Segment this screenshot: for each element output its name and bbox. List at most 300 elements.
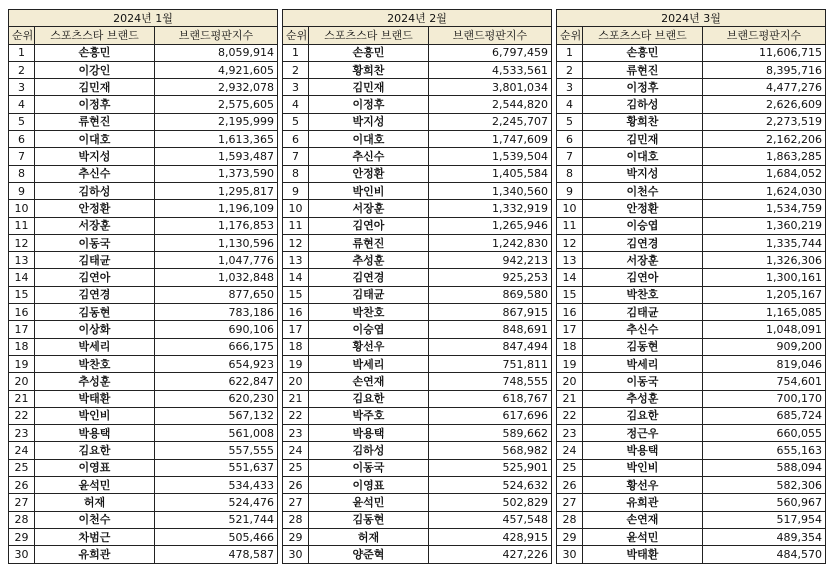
- score-cell: 620,230: [155, 390, 278, 407]
- score-header: 브랜드평판지수: [703, 27, 826, 44]
- table-row: [9, 338, 278, 355]
- brand-name-cell: 김동현: [583, 338, 703, 355]
- table-row: [557, 528, 826, 545]
- rank-header: 순위: [9, 27, 35, 44]
- table-row: [557, 217, 826, 234]
- rank-cell: 7: [283, 148, 309, 165]
- score-cell: 754,601: [703, 373, 826, 390]
- score-cell: 909,200: [703, 338, 826, 355]
- score-cell: 748,555: [429, 373, 552, 390]
- score-cell: 524,632: [429, 477, 552, 494]
- score-cell: 942,213: [429, 252, 552, 269]
- table-row: [9, 113, 278, 130]
- table-row: [283, 96, 552, 113]
- score-cell: 560,967: [703, 494, 826, 511]
- table-row: [283, 304, 552, 321]
- brand-name-cell: 추신수: [309, 148, 429, 165]
- score-cell: 1,165,085: [703, 304, 826, 321]
- score-cell: 428,915: [429, 528, 552, 545]
- table-row: [283, 528, 552, 545]
- score-cell: 1,360,219: [703, 217, 826, 234]
- brand-name-cell: 김연경: [309, 269, 429, 286]
- score-cell: 1,593,487: [155, 148, 278, 165]
- rank-cell: 13: [283, 252, 309, 269]
- score-cell: 1,326,306: [703, 252, 826, 269]
- rank-cell: 11: [283, 217, 309, 234]
- brand-name-cell: 김동현: [309, 511, 429, 528]
- ranking-tables: [8, 9, 823, 564]
- brand-name-cell: 김태균: [309, 286, 429, 303]
- table-row: [9, 148, 278, 165]
- brand-name-cell: 박세리: [583, 355, 703, 372]
- table-row: [557, 425, 826, 442]
- rank-cell: 12: [557, 234, 583, 251]
- score-cell: 666,175: [155, 338, 278, 355]
- rank-cell: 4: [283, 96, 309, 113]
- table-row: [9, 131, 278, 148]
- table-row: [557, 390, 826, 407]
- table-row: [283, 425, 552, 442]
- rank-cell: 29: [9, 528, 35, 545]
- rank-cell: 28: [557, 511, 583, 528]
- table-row: [283, 477, 552, 494]
- rank-cell: 9: [557, 182, 583, 199]
- brand-name-cell: 추성훈: [309, 252, 429, 269]
- brand-name-cell: 김요한: [309, 390, 429, 407]
- score-cell: 617,696: [429, 407, 552, 424]
- brand-name-cell: 박지성: [35, 148, 155, 165]
- score-header: 브랜드평판지수: [429, 27, 552, 44]
- brand-name-cell: 김태균: [583, 304, 703, 321]
- score-cell: 534,433: [155, 477, 278, 494]
- table-row: [9, 286, 278, 303]
- rank-cell: 1: [9, 44, 35, 61]
- score-cell: 427,226: [429, 546, 552, 563]
- table-row: [557, 113, 826, 130]
- rank-cell: 5: [557, 113, 583, 130]
- brand-name-cell: 박주호: [309, 407, 429, 424]
- table-row: [283, 511, 552, 528]
- table-row: [283, 182, 552, 199]
- table-row: [557, 373, 826, 390]
- table-row: [557, 321, 826, 338]
- brand-name-cell: 김연아: [35, 269, 155, 286]
- score-cell: 1,032,848: [155, 269, 278, 286]
- brand-name-cell: 서장훈: [583, 252, 703, 269]
- table-row: [557, 61, 826, 78]
- score-cell: 502,829: [429, 494, 552, 511]
- score-cell: 517,954: [703, 511, 826, 528]
- table-row: [557, 355, 826, 372]
- brand-name-cell: 양준혁: [309, 546, 429, 563]
- rank-cell: 15: [283, 286, 309, 303]
- rank-cell: 14: [557, 269, 583, 286]
- table-row: [557, 131, 826, 148]
- rank-cell: 15: [9, 286, 35, 303]
- rank-cell: 6: [9, 131, 35, 148]
- table-row: [283, 217, 552, 234]
- score-cell: 4,477,276: [703, 79, 826, 96]
- rank-cell: 22: [557, 407, 583, 424]
- score-cell: 848,691: [429, 321, 552, 338]
- table-row: [557, 407, 826, 424]
- rank-cell: 22: [283, 407, 309, 424]
- brand-name-cell: 이정후: [309, 96, 429, 113]
- table-row: [9, 79, 278, 96]
- brand-name-cell: 김동현: [35, 304, 155, 321]
- rank-cell: 5: [283, 113, 309, 130]
- table-row: [283, 79, 552, 96]
- table-row: [283, 200, 552, 217]
- brand-name-cell: 손연재: [583, 511, 703, 528]
- rank-cell: 18: [9, 338, 35, 355]
- brand-name-cell: 차범근: [35, 528, 155, 545]
- score-cell: 869,580: [429, 286, 552, 303]
- brand-name-cell: 류현진: [309, 234, 429, 251]
- rank-cell: 29: [557, 528, 583, 545]
- brand-name-cell: 손흥민: [35, 44, 155, 61]
- table-row: [557, 79, 826, 96]
- rank-cell: 25: [557, 459, 583, 476]
- table-row: [283, 252, 552, 269]
- table-row: [283, 355, 552, 372]
- brand-name-cell: 박찬호: [583, 286, 703, 303]
- score-cell: 1,295,817: [155, 182, 278, 199]
- brand-name-cell: 이대호: [583, 148, 703, 165]
- table-row: [557, 286, 826, 303]
- table-row: [9, 355, 278, 372]
- score-cell: 819,046: [703, 355, 826, 372]
- score-cell: 1,747,609: [429, 131, 552, 148]
- table-row: [9, 217, 278, 234]
- rank-cell: 10: [283, 200, 309, 217]
- brand-name-cell: 황희찬: [583, 113, 703, 130]
- table-row: [9, 425, 278, 442]
- rank-cell: 23: [9, 425, 35, 442]
- brand-name-cell: 박태환: [583, 546, 703, 563]
- brand-name-cell: 이승엽: [583, 217, 703, 234]
- rank-cell: 24: [557, 442, 583, 459]
- table-row: [9, 200, 278, 217]
- rank-cell: 12: [283, 234, 309, 251]
- table-row: [9, 390, 278, 407]
- rank-cell: 9: [9, 182, 35, 199]
- score-cell: 783,186: [155, 304, 278, 321]
- table-row: [9, 442, 278, 459]
- score-cell: 877,650: [155, 286, 278, 303]
- rank-cell: 17: [9, 321, 35, 338]
- score-cell: 1,130,596: [155, 234, 278, 251]
- brand-name-cell: 김하성: [309, 442, 429, 459]
- score-cell: 660,055: [703, 425, 826, 442]
- rank-cell: 27: [9, 494, 35, 511]
- score-cell: 1,405,584: [429, 165, 552, 182]
- score-cell: 1,196,109: [155, 200, 278, 217]
- brand-name-cell: 추신수: [35, 165, 155, 182]
- rank-cell: 5: [9, 113, 35, 130]
- brand-name-cell: 박용택: [309, 425, 429, 442]
- score-cell: 11,606,715: [703, 44, 826, 61]
- table-row: [557, 165, 826, 182]
- table-row: [557, 200, 826, 217]
- score-cell: 1,047,776: [155, 252, 278, 269]
- rank-cell: 20: [283, 373, 309, 390]
- brand-name-cell: 이천수: [583, 182, 703, 199]
- brand-name-cell: 유희관: [35, 546, 155, 563]
- score-cell: 588,094: [703, 459, 826, 476]
- rank-cell: 16: [283, 304, 309, 321]
- brand-header: 스포츠스타 브랜드: [35, 27, 155, 44]
- score-cell: 521,744: [155, 511, 278, 528]
- rank-cell: 18: [557, 338, 583, 355]
- brand-name-cell: 김연아: [583, 269, 703, 286]
- month-title: 2024년 1월: [9, 10, 278, 27]
- brand-name-cell: 박세리: [35, 338, 155, 355]
- table-row: [283, 407, 552, 424]
- table-row: [9, 182, 278, 199]
- brand-name-cell: 이강인: [35, 61, 155, 78]
- rank-cell: 11: [557, 217, 583, 234]
- brand-header: 스포츠스타 브랜드: [583, 27, 703, 44]
- brand-name-cell: 윤석민: [35, 477, 155, 494]
- score-cell: 8,395,716: [703, 61, 826, 78]
- rank-cell: 25: [9, 459, 35, 476]
- brand-name-cell: 황선우: [309, 338, 429, 355]
- brand-name-cell: 이동국: [583, 373, 703, 390]
- rank-cell: 27: [283, 494, 309, 511]
- table-row: [557, 442, 826, 459]
- rank-cell: 13: [557, 252, 583, 269]
- table-row: [9, 528, 278, 545]
- table-row: [557, 338, 826, 355]
- rank-cell: 1: [283, 44, 309, 61]
- score-cell: 2,544,820: [429, 96, 552, 113]
- rank-cell: 28: [283, 511, 309, 528]
- score-cell: 618,767: [429, 390, 552, 407]
- table-row: [9, 546, 278, 563]
- score-cell: 2,195,999: [155, 113, 278, 130]
- table-row: [9, 459, 278, 476]
- brand-name-cell: 김요한: [35, 442, 155, 459]
- rank-cell: 14: [283, 269, 309, 286]
- score-cell: 1,534,759: [703, 200, 826, 217]
- rank-cell: 4: [9, 96, 35, 113]
- score-cell: 1,539,504: [429, 148, 552, 165]
- table-row: [9, 373, 278, 390]
- table-row: [283, 494, 552, 511]
- brand-name-cell: 박인비: [583, 459, 703, 476]
- score-cell: 1,613,365: [155, 131, 278, 148]
- rank-cell: 24: [283, 442, 309, 459]
- rank-cell: 3: [9, 79, 35, 96]
- score-cell: 6,797,459: [429, 44, 552, 61]
- table-row: [557, 546, 826, 563]
- month-table-2: [282, 9, 552, 564]
- table-row: [9, 165, 278, 182]
- rank-cell: 12: [9, 234, 35, 251]
- rank-cell: 4: [557, 96, 583, 113]
- table-row: [283, 131, 552, 148]
- score-cell: 2,932,078: [155, 79, 278, 96]
- rank-cell: 2: [283, 61, 309, 78]
- score-cell: 2,273,519: [703, 113, 826, 130]
- brand-name-cell: 추신수: [583, 321, 703, 338]
- table-row: [9, 304, 278, 321]
- brand-name-cell: 안정환: [309, 165, 429, 182]
- rank-cell: 23: [283, 425, 309, 442]
- rank-cell: 16: [9, 304, 35, 321]
- brand-name-cell: 안정환: [583, 200, 703, 217]
- table-row: [557, 182, 826, 199]
- rank-cell: 3: [557, 79, 583, 96]
- month-title: 2024년 3월: [557, 10, 826, 27]
- brand-name-cell: 정근우: [583, 425, 703, 442]
- rank-cell: 30: [9, 546, 35, 563]
- score-cell: 1,684,052: [703, 165, 826, 182]
- brand-name-cell: 김연아: [309, 217, 429, 234]
- rank-cell: 26: [283, 477, 309, 494]
- rank-cell: 11: [9, 217, 35, 234]
- score-cell: 1,863,285: [703, 148, 826, 165]
- brand-name-cell: 손흥민: [309, 44, 429, 61]
- brand-name-cell: 박세리: [309, 355, 429, 372]
- score-cell: 1,176,853: [155, 217, 278, 234]
- brand-name-cell: 이정후: [35, 96, 155, 113]
- table-row: [283, 234, 552, 251]
- month-table-1: [8, 9, 278, 564]
- brand-name-cell: 박용택: [35, 425, 155, 442]
- score-cell: 925,253: [429, 269, 552, 286]
- score-cell: 2,626,609: [703, 96, 826, 113]
- brand-name-cell: 손연재: [309, 373, 429, 390]
- score-cell: 551,637: [155, 459, 278, 476]
- score-cell: 505,466: [155, 528, 278, 545]
- score-header: 브랜드평판지수: [155, 27, 278, 44]
- rank-header: 순위: [557, 27, 583, 44]
- score-cell: 4,533,561: [429, 61, 552, 78]
- table-row: [283, 148, 552, 165]
- rank-cell: 28: [9, 511, 35, 528]
- brand-name-cell: 박인비: [35, 407, 155, 424]
- score-cell: 2,245,707: [429, 113, 552, 130]
- rank-cell: 8: [557, 165, 583, 182]
- brand-name-cell: 이대호: [35, 131, 155, 148]
- score-cell: 1,340,560: [429, 182, 552, 199]
- brand-name-cell: 유희관: [583, 494, 703, 511]
- rank-cell: 22: [9, 407, 35, 424]
- rank-cell: 9: [283, 182, 309, 199]
- table-row: [283, 338, 552, 355]
- rank-cell: 7: [557, 148, 583, 165]
- rank-cell: 6: [557, 131, 583, 148]
- score-cell: 582,306: [703, 477, 826, 494]
- score-cell: 654,923: [155, 355, 278, 372]
- brand-name-cell: 이천수: [35, 511, 155, 528]
- brand-name-cell: 김하성: [35, 182, 155, 199]
- brand-name-cell: 이영표: [309, 477, 429, 494]
- rank-cell: 25: [283, 459, 309, 476]
- score-cell: 700,170: [703, 390, 826, 407]
- brand-name-cell: 안정환: [35, 200, 155, 217]
- rank-cell: 30: [283, 546, 309, 563]
- brand-name-cell: 김민재: [309, 79, 429, 96]
- table-row: [283, 442, 552, 459]
- table-row: [283, 113, 552, 130]
- rank-cell: 15: [557, 286, 583, 303]
- brand-name-cell: 김연경: [35, 286, 155, 303]
- brand-name-cell: 김연경: [583, 234, 703, 251]
- table-row: [557, 511, 826, 528]
- brand-name-cell: 류현진: [583, 61, 703, 78]
- rank-cell: 8: [283, 165, 309, 182]
- score-cell: 484,570: [703, 546, 826, 563]
- score-cell: 561,008: [155, 425, 278, 442]
- brand-name-cell: 박인비: [309, 182, 429, 199]
- rank-cell: 14: [9, 269, 35, 286]
- score-cell: 1,624,030: [703, 182, 826, 199]
- rank-cell: 20: [557, 373, 583, 390]
- score-cell: 2,575,605: [155, 96, 278, 113]
- brand-name-cell: 이동국: [309, 459, 429, 476]
- score-cell: 847,494: [429, 338, 552, 355]
- score-cell: 1,242,830: [429, 234, 552, 251]
- rank-cell: 29: [283, 528, 309, 545]
- rank-cell: 13: [9, 252, 35, 269]
- table-row: [9, 321, 278, 338]
- rank-cell: 21: [557, 390, 583, 407]
- score-cell: 685,724: [703, 407, 826, 424]
- score-cell: 1,048,091: [703, 321, 826, 338]
- table-row: [283, 165, 552, 182]
- rank-cell: 19: [9, 355, 35, 372]
- table-row: [9, 269, 278, 286]
- brand-name-cell: 박찬호: [309, 304, 429, 321]
- table-row: [557, 234, 826, 251]
- table-row: [283, 459, 552, 476]
- table-row: [557, 494, 826, 511]
- rank-cell: 20: [9, 373, 35, 390]
- brand-name-cell: 손흥민: [583, 44, 703, 61]
- table-row: [283, 269, 552, 286]
- brand-name-cell: 이상화: [35, 321, 155, 338]
- table-row: [9, 44, 278, 61]
- score-cell: 1,332,919: [429, 200, 552, 217]
- rank-cell: 18: [283, 338, 309, 355]
- rank-cell: 17: [283, 321, 309, 338]
- rank-cell: 10: [557, 200, 583, 217]
- score-cell: 457,548: [429, 511, 552, 528]
- rank-cell: 17: [557, 321, 583, 338]
- brand-name-cell: 황희찬: [309, 61, 429, 78]
- table-row: [283, 373, 552, 390]
- rank-cell: 1: [557, 44, 583, 61]
- rank-cell: 21: [283, 390, 309, 407]
- brand-name-cell: 이정후: [583, 79, 703, 96]
- rank-cell: 7: [9, 148, 35, 165]
- month-table-3: [556, 9, 826, 564]
- score-cell: 489,354: [703, 528, 826, 545]
- table-row: [9, 96, 278, 113]
- rank-cell: 6: [283, 131, 309, 148]
- rank-cell: 21: [9, 390, 35, 407]
- brand-name-cell: 김태균: [35, 252, 155, 269]
- score-cell: 655,163: [703, 442, 826, 459]
- table-row: [9, 407, 278, 424]
- rank-cell: 3: [283, 79, 309, 96]
- rank-cell: 26: [557, 477, 583, 494]
- brand-header: 스포츠스타 브랜드: [309, 27, 429, 44]
- brand-name-cell: 윤석민: [309, 494, 429, 511]
